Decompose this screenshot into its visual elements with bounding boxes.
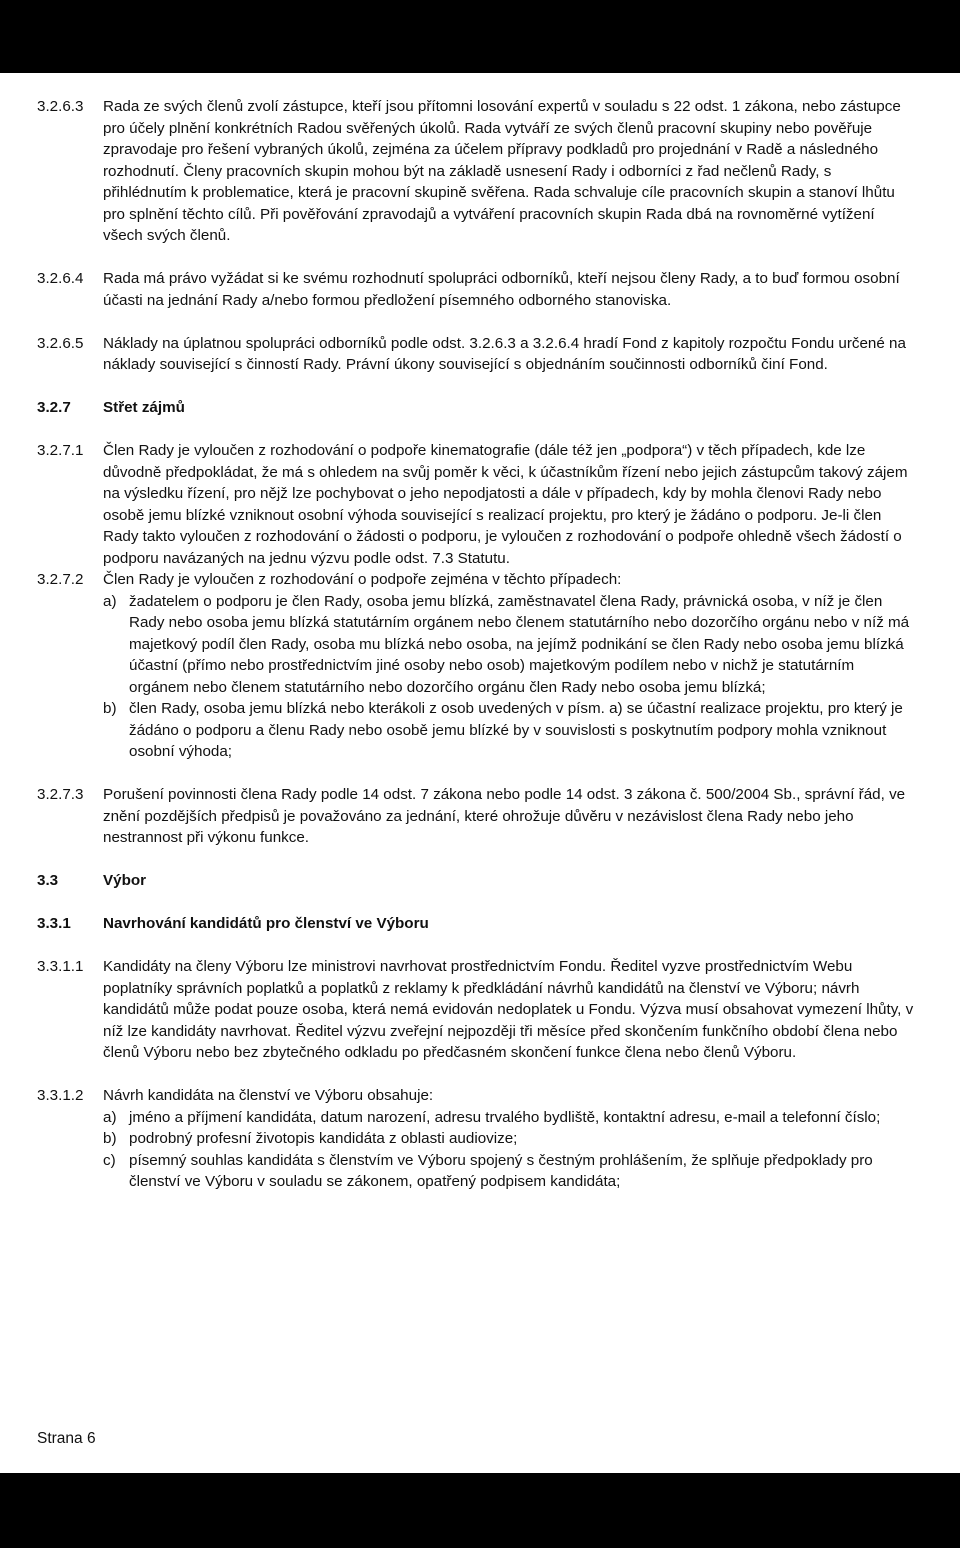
list-item-text: člen Rady, osoba jemu blízká nebo kterákoli z osob uvedených v písm. a) se účastní realizace projektu, pro který je žádáno o podporu a členu Rady nebo osobě jemu blízké by v souvislosti s poskytnutím podpory mohla vzniknout osobní výhoda;	[129, 700, 903, 760]
list-item-text: podrobný profesní životopis kandidáta z oblasti audiovize;	[129, 1130, 518, 1147]
list-item-label: b)	[103, 1130, 117, 1147]
heading-3-2-7	[37, 397, 917, 419]
section-number: 3.2.7.2	[37, 571, 84, 588]
list-item	[103, 1128, 917, 1150]
list-item-text: jméno a příjmení kandidáta, datum narození, adresu trvalého bydliště, kontaktní adresu, e-mail a telefonní číslo;	[129, 1108, 881, 1126]
list-item-label: b)	[103, 700, 117, 717]
section-text: Rada ze svých členů zvolí zástupce, kteří jsou přítomni losování expertů v souladu s 22 odst. 1 zákona, nebo zástupce pro účely plnění konkrétních Radou svěřených úkolů. Rada vytváří ze svých členů pracovní skupiny nebo pověřuje zpravodaje pro řešení vybraných úkolů, zejména za účelem přípravy podkladů pro projednání v Radě a následného rozhodnutí. Členy pracovních skupin mohou být na základě usnesení Rady i odborníci z řad nečlenů Rady, s přihlédnutím k problematice, která je pracovní skupině svěřena. Rada schvaluje cíle pracovních skupin a stanoví lhůtu pro splnění těchto cílů. Při pověřování zpravodajů a vytváření pracovních skupin Rada dbá na rovnoměrné vytížení všech svých členů.	[103, 98, 901, 244]
section-3-2-7-2	[37, 569, 917, 763]
list	[103, 1107, 917, 1193]
section-text: Člen Rady je vyloučen z rozhodování o podpoře kinematografie (dále též jen „podpora“) v těch případech, kde lze důvodně předpokládat, že má s ohledem na svůj poměr k věci, k účastníkům řízení nebo jejich zástupcům takový zájem na výsledku řízení, pro nějž lze pochybovat o jeho nepodjatosti a dále v případech, kdy by mohla členovi Rady nebo osobě jemu blízké vzniknout osobní výhoda související s realizací projektu, pro který je žádáno o podporu. Je-li člen Rady takto vyloučen z rozhodování o žádosti o podporu, je vyloučen z rozhodování o podpoře ohledně všech žádostí o podporu navázaných na jednu výzvu podle odst. 7.3 Statutu.	[103, 442, 908, 567]
section-text: Člen Rady je vyloučen z rozhodování o podpoře zejména v těchto případech:	[103, 571, 622, 588]
section-text: Rada má právo vyžádat si ke svému rozhodnutí spolupráci odborníků, kteří nejsou členy Rady, a to buď formou osobní účasti na jednání Rady a/nebo formou předložení písemného odborného stanoviska.	[103, 270, 900, 309]
section-number: 3.2.7.1	[37, 442, 84, 459]
heading-number: 3.2.7	[37, 399, 71, 416]
section-text: Návrh kandidáta na členství ve Výboru obsahuje:	[103, 1087, 434, 1104]
list-item-label: c)	[103, 1151, 116, 1169]
list-item	[103, 1107, 917, 1129]
list	[103, 591, 917, 763]
section-text: Náklady na úplatnou spolupráci odborníků podle odst. 3.2.6.3 a 3.2.6.4 hradí Fond z kapitoly rozpočtu Fondu určené na náklady související s činností Rady. Právní úkony související s objednáním součinnosti odborníků činí Fond.	[103, 334, 906, 373]
section-number: 3.2.7.3	[37, 786, 84, 803]
section-3-3-1-1	[37, 956, 917, 1064]
heading-title: Výbor	[103, 872, 147, 889]
bottom-black-bar	[0, 1473, 960, 1548]
heading-title: Střet zájmů	[103, 399, 185, 416]
section-number: 3.2.6.3	[37, 98, 84, 115]
heading-number: 3.3.1	[37, 915, 71, 932]
section-number: 3.2.6.4	[37, 270, 84, 287]
list-item	[103, 698, 917, 763]
section-number: 3.2.6.5	[37, 334, 84, 352]
list-item-text: žadatelem o podporu je člen Rady, osoba jemu blízká, zaměstnavatel člena Rady, právnická osoba, v níž je člen Rady nebo osoba jemu blízká statutárním orgánem nebo členem statutárního nebo dozorčího orgánu nebo v níž má majetkový podíl člen Rady, osoba mu blízká nebo osoba, na jejímž podnikání se člen Rady nebo osoba jemu blízká účastní (přímo nebo prostřednictvím jiné osoby nebo osob) majetkovým podílem nebo v nichž je statutárním orgánem nebo členem statutárního nebo dozorčího orgánu člen Rady nebo osoba jemu blízká;	[129, 592, 910, 696]
section-3-3-1-2	[37, 1085, 917, 1193]
section-3-2-7-3	[37, 784, 917, 849]
heading-number: 3.3	[37, 872, 59, 889]
section-text: Porušení povinnosti člena Rady podle 14 odst. 7 zákona nebo podle 14 odst. 3 zákona č. 500/2004 Sb., správní řád, ve znění pozdějších předpisů je považováno za jednání, které ohrožuje důvěru v nezávislost člena Rady nebo jeho nestrannost při výkonu funkce.	[103, 786, 906, 846]
section-number: 3.3.1.2	[37, 1087, 84, 1104]
section-3-2-6-3	[37, 96, 917, 247]
section-3-2-6-5	[37, 333, 917, 376]
document-page	[37, 96, 917, 1193]
heading-3-3-1	[37, 913, 917, 935]
list-item-label: a)	[103, 592, 117, 610]
section-3-2-7-1	[37, 440, 917, 569]
page-number: Strana 6	[37, 1430, 96, 1447]
list-item	[103, 591, 917, 699]
section-3-2-6-4	[37, 268, 917, 311]
section-number: 3.3.1.1	[37, 958, 84, 975]
section-text: Kandidáty na členy Výboru lze ministrovi navrhovat prostřednictvím Fondu. Ředitel vyzve prostřednictvím Webu poplatníky správních poplatků a poplatků z reklamy k předkládání návrhů kandidátů na členství ve Výboru; návrh kandidátů může podat pouze osoba, která nemá evidován nedoplatek u Fondu. Výzva musí obsahovat vymezení lhůty, v níž lze kandidáty navrhovat. Ředitel výzvu zveřejní nejpozději tři měsíce před skončením funkčního období člena nebo členů Výboru nebo bez zbytečného odkladu po předčasném skončení funkce člena nebo členů Výboru.	[103, 958, 914, 1061]
list-item	[103, 1150, 917, 1193]
heading-3-3	[37, 870, 917, 892]
list-item-text: písemný souhlas kandidáta s členstvím ve Výboru spojený s čestným prohlášením, že splňuje předpoklady pro členství ve Výboru v souladu se zákonem, opatřený podpisem kandidáta;	[129, 1151, 873, 1190]
list-item-label: a)	[103, 1108, 117, 1126]
heading-title: Navrhování kandidátů pro členství ve Výboru	[103, 915, 429, 932]
top-black-bar	[0, 0, 960, 73]
